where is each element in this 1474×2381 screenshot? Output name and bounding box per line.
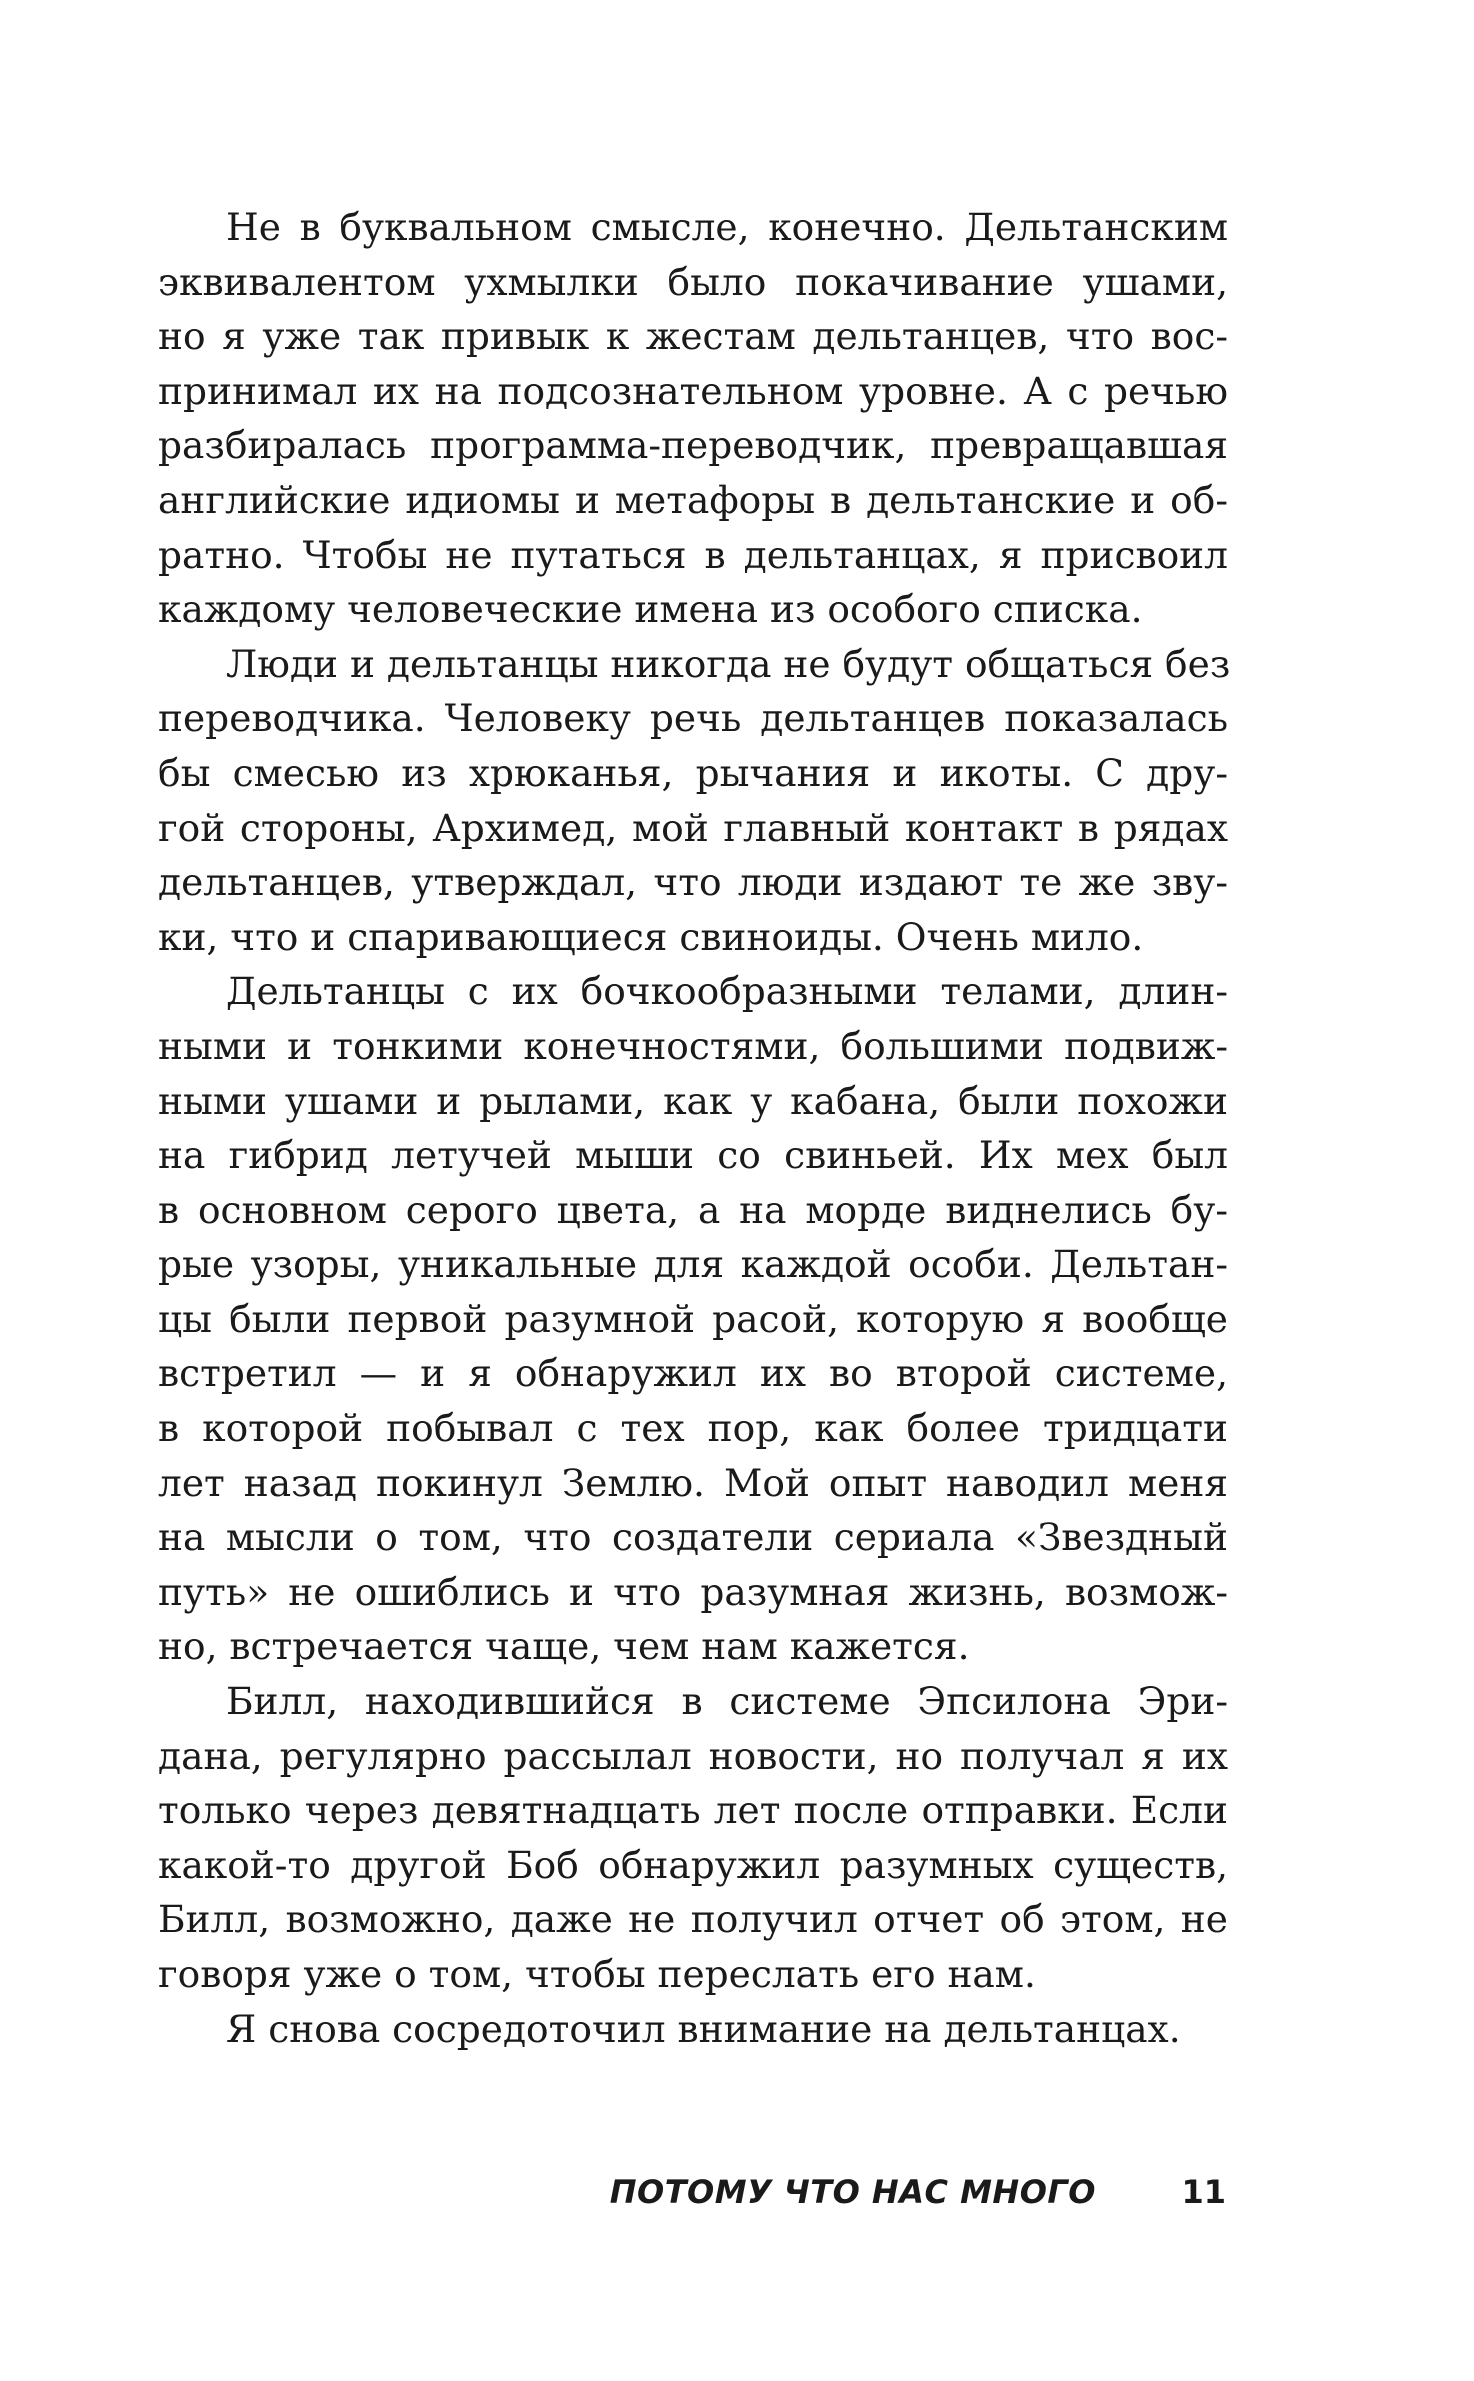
text-line: эквивалентом ухмылки было покачивание ушами, xyxy=(158,259,1228,304)
text-line: переводчика. Человеку речь дельтанцев показалась xyxy=(158,696,1228,741)
text-line: путь» не ошиблись и что разумная жизнь, возмож- xyxy=(158,1569,1228,1614)
body-text xyxy=(158,200,1231,2056)
text-line: принимал их на подсознательном уровне. А с речью xyxy=(158,368,1228,413)
text-line: говоря уже о том, чтобы переслать его нам. xyxy=(158,1952,1036,1996)
text-line: Билл, возможно, даже не получил отчет об этом, не xyxy=(158,1897,1228,1942)
text-line: гой стороны, Архимед, мой главный контакт в рядах xyxy=(158,805,1228,850)
text-line: но, встречается чаще, чем нам кажется. xyxy=(158,1624,970,1669)
text-line: но я уже так привык к жестам дельтанцев, что вос- xyxy=(158,314,1228,359)
text-line: Дельтанцы с их бочкообразными телами, длин- xyxy=(226,969,1228,1014)
text-line: цы были первой разумной расой, которую я вообще xyxy=(158,1296,1228,1341)
text-line: английские идиомы и метафоры в дельтанские и об- xyxy=(158,477,1228,522)
text-line: Билл, находившийся в системе Эпсилона Эри- xyxy=(226,1679,1228,1724)
text-line: Я снова сосредоточил внимание на дельтанцах. xyxy=(226,2006,1181,2051)
text-line: ратно. Чтобы не путаться в дельтанцах, я присвоил xyxy=(158,532,1228,577)
text-line: дельтанцев, утверждал, что люди издают те же зву- xyxy=(158,860,1228,905)
page-footer xyxy=(0,2162,1474,2222)
text-line: Люди и дельтанцы никогда не будут общаться без xyxy=(226,641,1231,686)
text-line: на мысли о том, что создатели сериала «Звездный xyxy=(158,1515,1228,1560)
text-line: бы смесью из хрюканья, рычания и икоты. С дру- xyxy=(158,750,1228,795)
text-line: Не в буквальном смысле, конечно. Дельтанским xyxy=(226,205,1228,249)
text-line: дана, регулярно рассылал новости, но получал я их xyxy=(158,1733,1228,1778)
running-title: ПОТОМУ ЧТО НАС МНОГО xyxy=(609,2173,1096,2211)
text-line: встретил — и я обнаружил их во второй системе, xyxy=(158,1351,1228,1396)
text-line: разбиралась программа-переводчик, превращавшая xyxy=(158,423,1228,468)
text-line: ными ушами и рылами, как у кабана, были похожи xyxy=(158,1078,1228,1123)
text-line: в которой побывал с тех пор, как более тридцати xyxy=(158,1406,1228,1451)
text-line: ными и тонкими конечностями, большими подвиж- xyxy=(158,1023,1228,1068)
text-line: лет назад покинул Землю. Мой опыт наводил меня xyxy=(158,1460,1228,1505)
text-line: на гибрид летучей мыши со свиньей. Их мех был xyxy=(158,1133,1228,1178)
page-number: 11 xyxy=(1181,2173,1226,2211)
text-line: ки, что и спаривающиеся свиноиды. Очень мило. xyxy=(158,914,1144,959)
text-line: рые узоры, уникальные для каждой особи. Дельтан- xyxy=(158,1242,1228,1287)
text-line: в основном серого цвета, а на морде виднелись бу- xyxy=(158,1187,1228,1232)
text-line: какой-то другой Боб обнаружил разумных существ, xyxy=(158,1842,1228,1887)
text-line: каждому человеческие имена из особого списка. xyxy=(158,587,1143,632)
text-line: только через девятнадцать лет после отправки. Если xyxy=(158,1788,1228,1833)
